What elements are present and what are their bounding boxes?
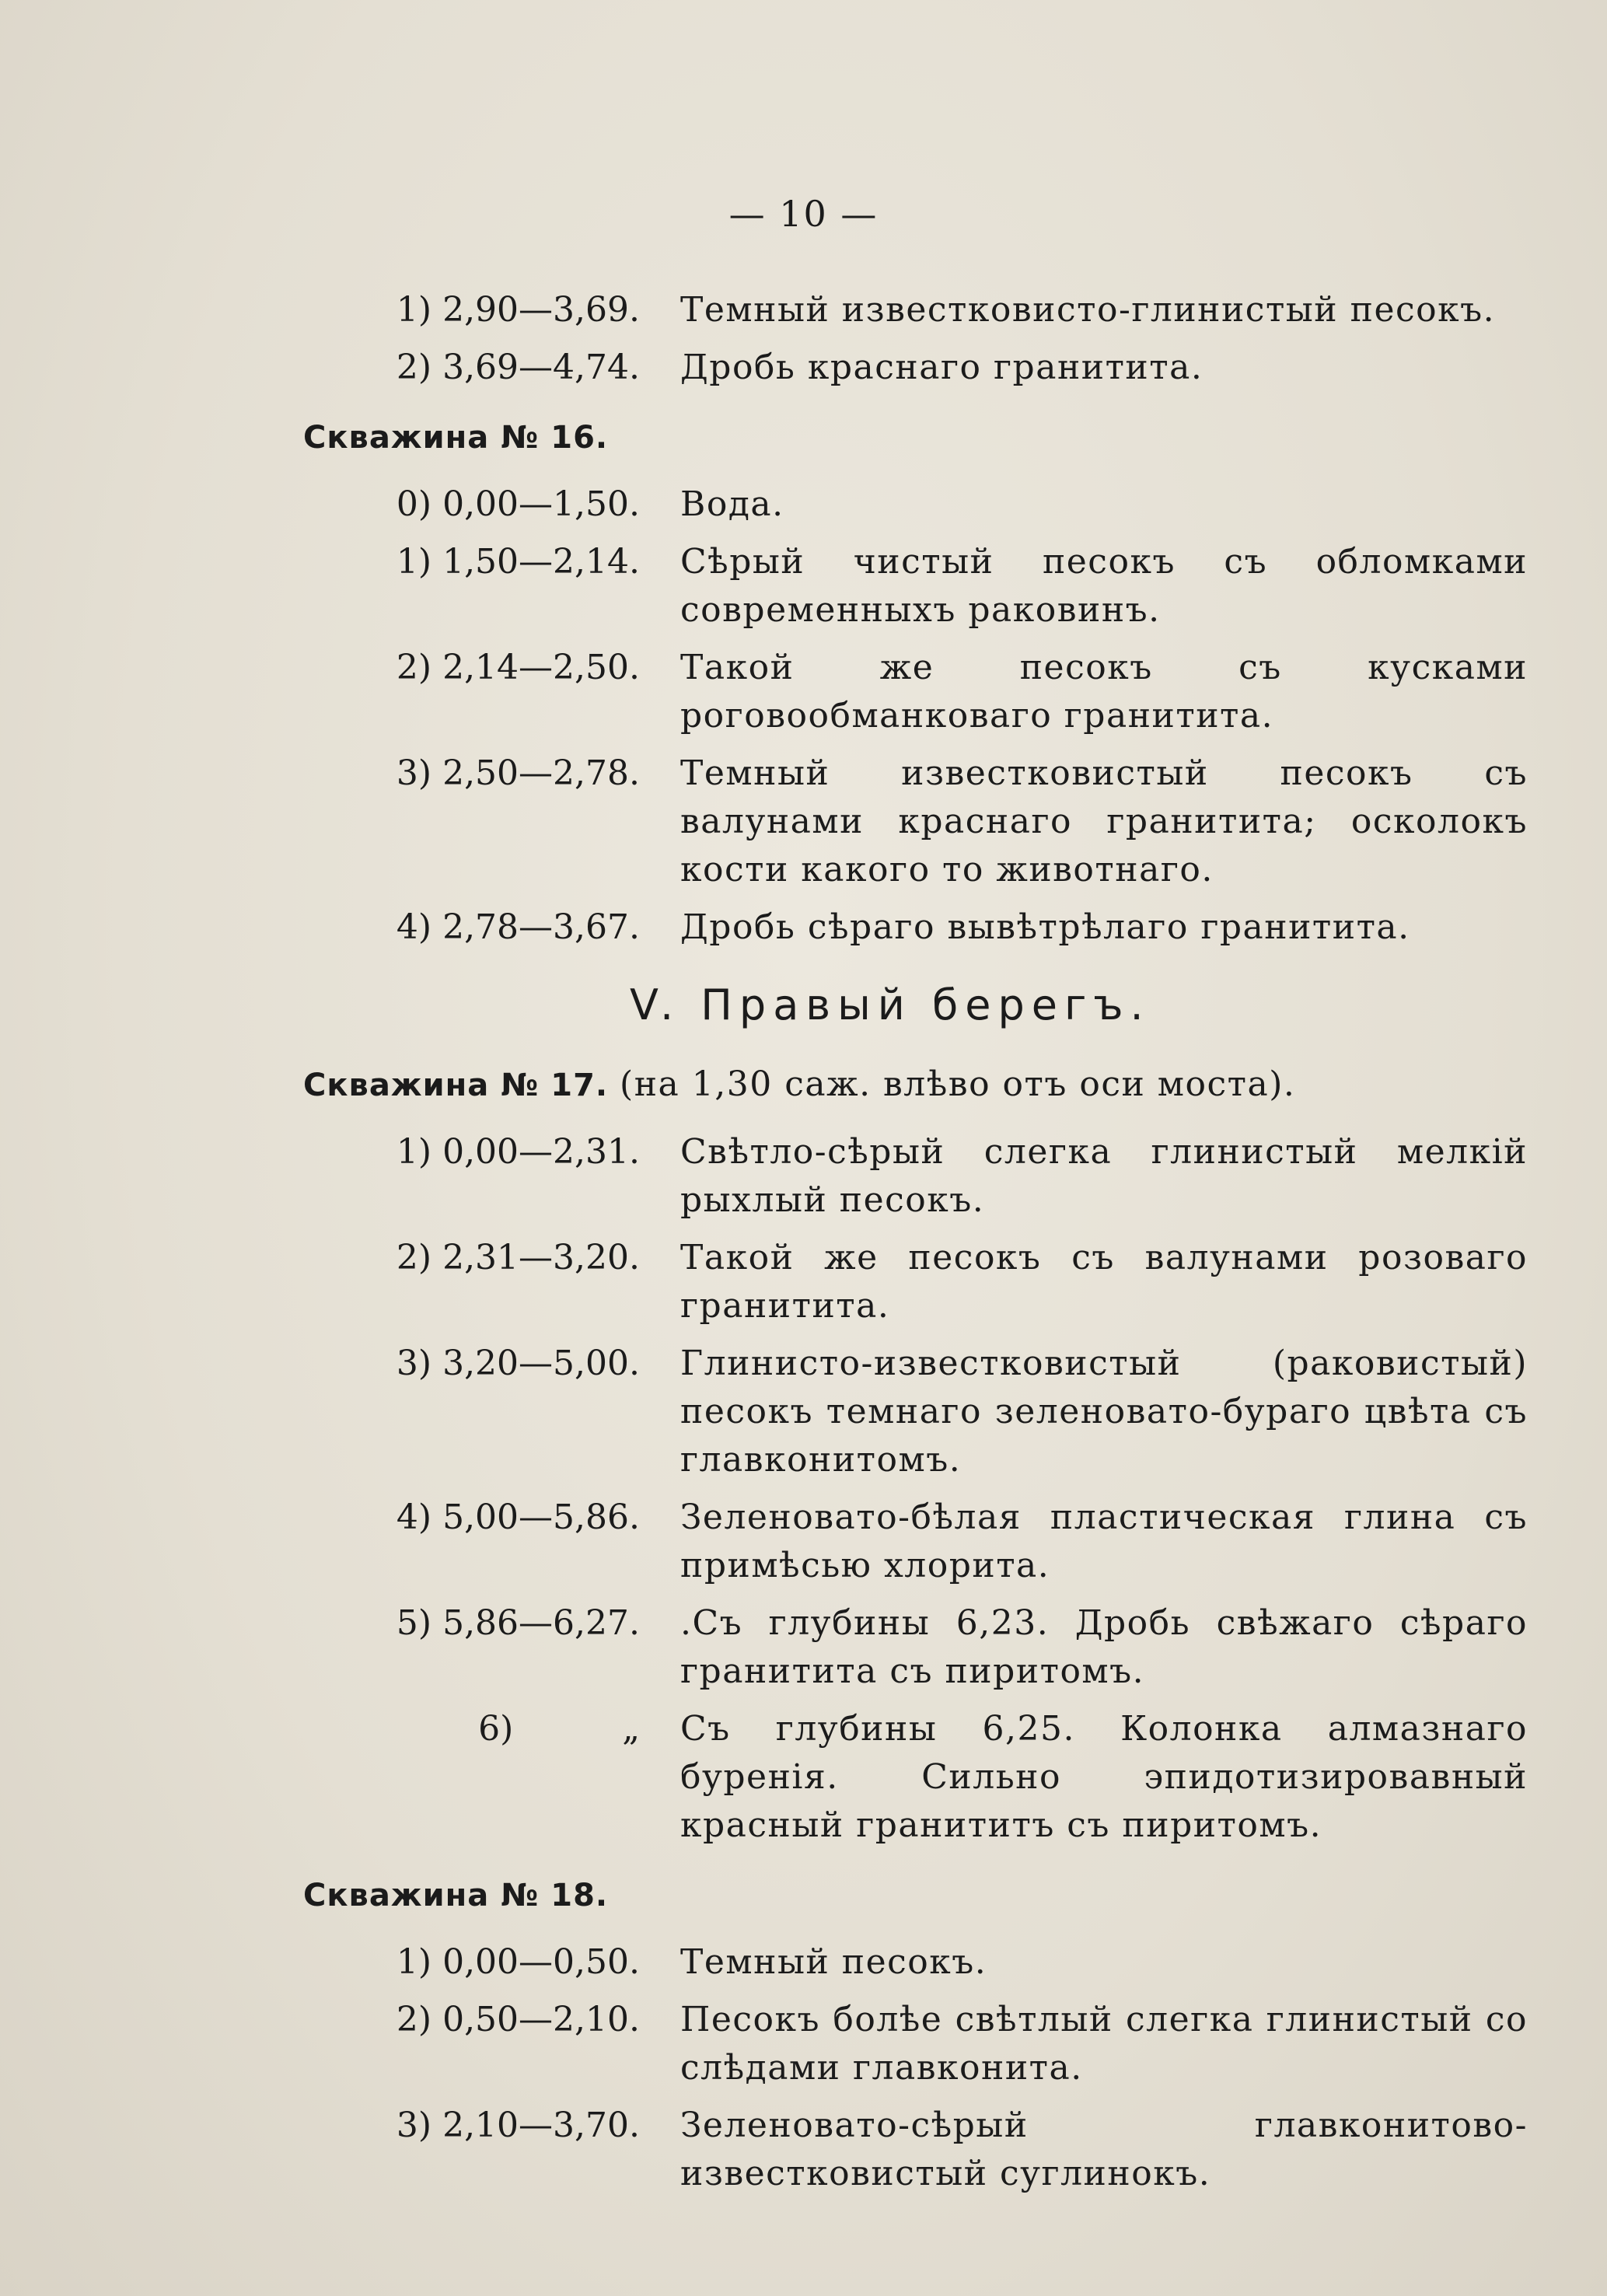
page-number: — 10 — xyxy=(728,193,879,235)
layer-description: Песокъ болѣе свѣтлый слегка глинистый со слѣдами главконита. xyxy=(680,2000,1528,2088)
section-heading: V. Правый берегъ. xyxy=(630,980,1151,1029)
layer-description: Зеленовато-сѣрый главконитово-известковистый суглинокъ. xyxy=(680,2106,1528,2193)
layer-description: Темный известковистый песокъ съ валунами краснаго гранитита; осколокъ кости какого то животнаго. xyxy=(680,753,1528,889)
well-18-heading xyxy=(303,1871,1547,1920)
layer-description: Дробь краснаго гранитита. xyxy=(680,348,1204,387)
layer-depth: 1) 0,00—2,31. xyxy=(396,1132,640,1172)
layer-description: Свѣтло-сѣрый слегка глинистый мелкій рыхлый песокъ. xyxy=(680,1132,1528,1220)
layer-description: Зеленовато-бѣлая пластическая глина съ примѣсью хлорита. xyxy=(680,1497,1528,1585)
layer-row xyxy=(303,1938,1547,1987)
layer-description: Такой же песокъ съ валунами розоваго гранитита. xyxy=(680,1238,1528,1326)
layer-row xyxy=(303,1340,1547,1484)
layer-depth: 5) 5,86—6,27. xyxy=(396,1603,640,1643)
layer-description: Дробь сѣраго вывѣтрѣлаго гранитита. xyxy=(680,907,1410,947)
layer-description: Темный песокъ. xyxy=(680,1942,987,1982)
layer-depth: 1) 1,50—2,14. xyxy=(396,542,640,582)
layer-description: Съ глубины 6,25. Колонка алмазнаго буренія. Сильно эпидотизировавный красный гранититъ съ пиритомъ. xyxy=(680,1709,1528,1845)
layer-depth: 2) 2,31—3,20. xyxy=(396,1238,640,1277)
layer-description: Такой же песокъ съ кусками роговообманковаго гранитита. xyxy=(680,648,1528,736)
layer-row xyxy=(303,286,1547,334)
layer-row xyxy=(303,750,1547,894)
layer-row xyxy=(303,1128,1547,1225)
layer-description: Вода. xyxy=(680,484,784,524)
layer-depth: 1) 0,00—0,50. xyxy=(396,1942,640,1982)
layer-row xyxy=(303,481,1547,529)
layer-depth: 4) 5,00—5,86. xyxy=(396,1497,640,1537)
layer-depth: 0) 0,00—1,50. xyxy=(396,484,640,524)
layer-description: Глинисто-известковистый (раковистый) песокъ темнаго зеленовато-бураго цвѣта съ главконитомъ. xyxy=(680,1344,1528,1480)
layer-description: Сѣрый чистый песокъ съ обломками современныхъ раковинъ. xyxy=(680,542,1528,630)
layer-depth: 2) 3,69—4,74. xyxy=(396,348,640,387)
layer-row xyxy=(303,1996,1547,2092)
layer-depth: 3) 2,10—3,70. xyxy=(396,2106,640,2145)
layer-depth: 2) 2,14—2,50. xyxy=(396,648,640,687)
page-content xyxy=(303,286,1547,2207)
layer-row xyxy=(303,903,1547,952)
well-17-note: (на 1,30 саж. влѣво отъ оси моста). xyxy=(620,1064,1296,1104)
layer-depth: 3) 2,50—2,78. xyxy=(396,753,640,793)
layer-depth: 1) 2,90—3,69. xyxy=(396,290,640,330)
layer-description: .Съ глубины 6,23. Дробь свѣжаго сѣраго гранитита съ пиритомъ. xyxy=(680,1603,1528,1691)
layer-depth: 3) 3,20—5,00. xyxy=(396,1344,640,1383)
layer-row xyxy=(303,1599,1547,1696)
well-18-title: Скважина № 18. xyxy=(303,1878,609,1913)
layer-depth: 2) 0,50—2,10. xyxy=(396,2000,640,2039)
layer-depth: 6) „ xyxy=(478,1709,640,1749)
layer-description: Темный известковисто-глинистый песокъ. xyxy=(680,290,1496,330)
well-17-title: Скважина № 17. xyxy=(303,1068,609,1103)
layer-row xyxy=(303,344,1547,392)
layer-row xyxy=(303,1234,1547,1330)
layer-depth: 4) 2,78—3,67. xyxy=(396,907,640,947)
layer-row xyxy=(303,1494,1547,1590)
layer-row xyxy=(303,644,1547,740)
layer-row xyxy=(303,538,1547,634)
well-16-heading xyxy=(303,414,1547,462)
well-17-heading xyxy=(303,1061,1547,1110)
layer-row xyxy=(303,2102,1547,2198)
layer-row xyxy=(303,1705,1547,1850)
well-16-title: Скважина № 16. xyxy=(303,420,609,456)
